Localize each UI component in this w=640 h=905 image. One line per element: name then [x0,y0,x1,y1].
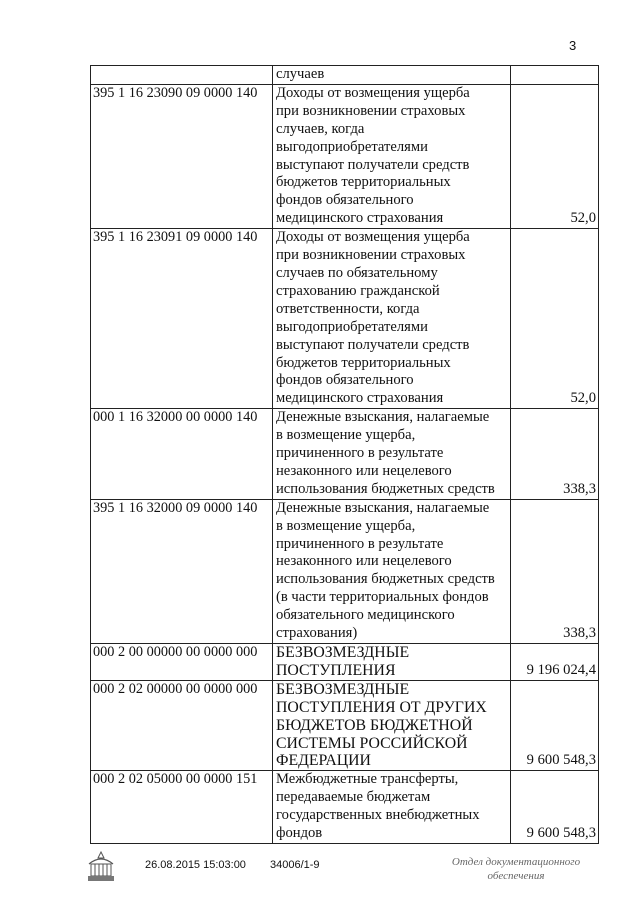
budget-code-cell: 000 2 02 05000 00 0000 151 [91,771,273,844]
budget-code-cell: 000 1 16 32000 00 0000 140 [91,409,273,500]
table-row [91,644,599,681]
amount-cell [511,66,599,85]
table-row [91,229,599,409]
description-cell: случаев [273,66,511,85]
budget-code-cell: 395 1 16 23090 09 0000 140 [91,84,273,228]
footer-department: Отдел документационного обеспечения [451,856,581,882]
table-body [91,66,599,844]
budget-code-cell: 000 2 02 00000 00 0000 000 [91,680,273,771]
description-cell: Межбюджетные трансферты, передаваемые бюджетам государственных внебюджетных фондов [273,771,511,844]
page-number: 3 [569,38,577,53]
building-emblem-icon [83,850,119,889]
amount-cell: 52,0 [511,229,599,409]
description-cell: БЕЗВОЗМЕЗДНЫЕ ПОСТУПЛЕНИЯ ОТ ДРУГИХ БЮДЖЕТОВ БЮДЖЕТНОЙ СИСТЕМЫ РОССИЙСКОЙ ФЕДЕРАЦИИ [273,680,511,771]
amount-cell: 338,3 [511,409,599,500]
amount-cell: 52,0 [511,84,599,228]
budget-code-cell [91,66,273,85]
budget-code-cell: 395 1 16 23091 09 0000 140 [91,229,273,409]
amount-cell: 9 600 548,3 [511,680,599,771]
table-row [91,409,599,500]
description-cell: Денежные взыскания, налагаемые в возмещение ущерба, причиненного в результате незаконного или нецелевого использования бюджетных средств [273,409,511,500]
description-cell: Денежные взыскания, налагаемые в возмещение ущерба, причиненного в результате незаконного или нецелевого использования бюджетных средств (в части территориальных фондов обязательного медицинского страхования) [273,499,511,643]
description-cell: Доходы от возмещения ущерба при возникновении страховых случаев, когда выгодоприобретателями выступают получатели средств бюджетов территориальных фондов обязательного медицинского страхования [273,84,511,228]
budget-code-cell: 000 2 00 00000 00 0000 000 [91,644,273,681]
description-cell: БЕЗВОЗМЕЗДНЫЕ ПОСТУПЛЕНИЯ [273,644,511,681]
footer-timestamp: 26.08.2015 15:03:00 [145,859,246,871]
amount-cell: 9 196 024,4 [511,644,599,681]
table-row [91,680,599,771]
budget-revenue-table [90,65,599,844]
page-footer [0,845,640,895]
table-row [91,84,599,228]
description-cell: Доходы от возмещения ущерба при возникновении страховых случаев по обязательному страхованию гражданской ответственности, когда выгодоприобретателями выступают получатели средств бюджетов территориальных фондов обязательного медицинского страхования [273,229,511,409]
amount-cell: 338,3 [511,499,599,643]
budget-code-cell: 395 1 16 32000 09 0000 140 [91,499,273,643]
footer-document-ref: 34006/1-9 [270,859,320,871]
table-row [91,771,599,844]
amount-cell: 9 600 548,3 [511,771,599,844]
table-row [91,66,599,85]
table-row [91,499,599,643]
